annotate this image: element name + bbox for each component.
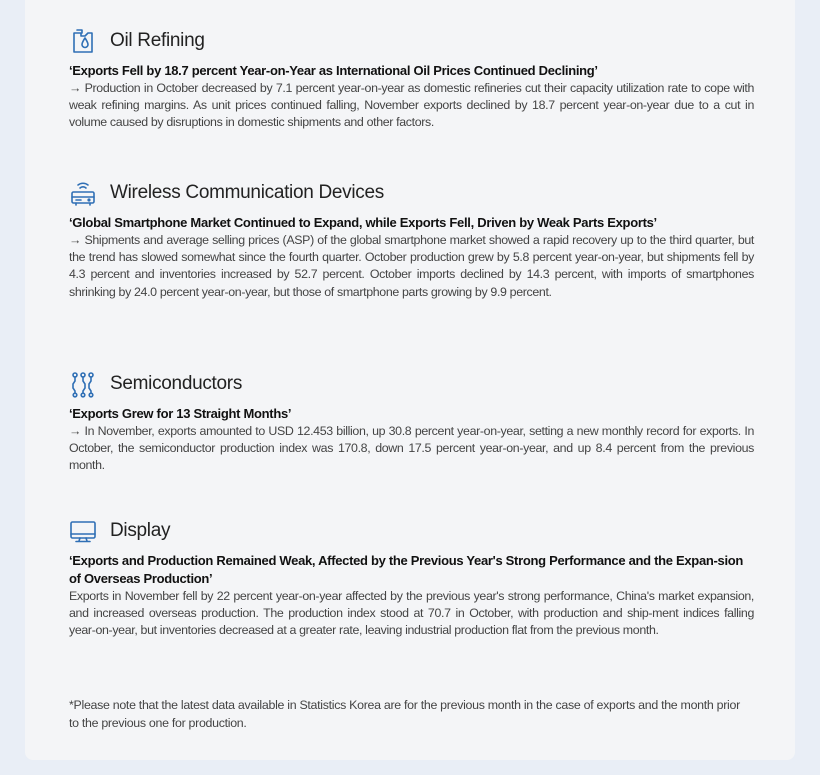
oil-barrel-icon — [69, 27, 97, 55]
section-body: → Production in October decreased by 7.1 percent year-on-year as domestic refineries cut their capacity utilization rate to cope with weak refining margins. As unit prices continued falling, November exports declined by 18.7 percent year-on-year due to a cut in volume caused by disruptions in domestic shipments and other factors. — [69, 81, 754, 130]
section-headline: ‘Exports Fell by 18.7 percent Year-on-Year as International Oil Prices Continued Declining’ — [69, 63, 598, 78]
section-body: Exports in November fell by 22 percent year-on-year affected by the previous year's strong performance, China's market expansion, and increased overseas production. The production index stood at 70.7 in October, with production and ship-ment indices falling year-on-year, but inventories decreased at a greater rate, leaving industrial production flat from the previous month. — [69, 589, 754, 638]
section-title: Wireless Communication Devices — [110, 182, 384, 203]
wireless-router-icon — [69, 179, 97, 207]
content-card — [25, 0, 795, 760]
section-body: → Shipments and average selling prices (ASP) of the global smartphone market showed a rapid recovery up to the third quarter, but the trend has slowed somewhat since the fourth quarter. October production grew by 5.8 percent year-on-year, but shipments fell by 4.3 percent and inventories increased by 52.7 percent. October imports declined by 14.3 percent, with imports of smartphones shrinking by 24.0 percent year-on-year, but those of smartphone parts growing by 9.9 percent. — [69, 233, 754, 299]
section-header — [69, 516, 754, 546]
section-title: Semiconductors — [110, 373, 243, 394]
section-header — [69, 369, 754, 399]
section-body: → In November, exports amounted to USD 12.453 billion, up 30.8 percent year-on-year, setting a new monthly record for exports. In October, the semiconductor production index was 170.8, down 17.5 percent year-on-year, and up 8.4 percent from the previous month. — [69, 424, 754, 473]
section-headline: ‘Exports Grew for 13 Straight Months’ — [69, 406, 292, 421]
semiconductor-chip-icon — [69, 370, 97, 398]
monitor-icon — [69, 517, 97, 545]
section-semiconductors — [69, 369, 754, 475]
section-display — [69, 516, 754, 640]
section-oil-refining — [69, 26, 754, 132]
section-title: Display — [110, 520, 171, 541]
section-header — [69, 178, 754, 208]
section-headline: ‘Exports and Production Remained Weak, Affected by the Previous Year's Strong Performance and the Expan-sion of Overseas Production’ — [69, 553, 744, 586]
footnote: *Please note that the latest data available in Statistics Korea are for the previous month in the case of exports and the month prior to the previous one for production. — [69, 698, 740, 730]
section-header — [69, 26, 754, 56]
section-headline: ‘Global Smartphone Market Continued to Expand, while Exports Fell, Driven by Weak Parts Exports’ — [69, 215, 657, 230]
section-title: Oil Refining — [110, 30, 205, 51]
section-wireless-devices — [69, 178, 754, 301]
